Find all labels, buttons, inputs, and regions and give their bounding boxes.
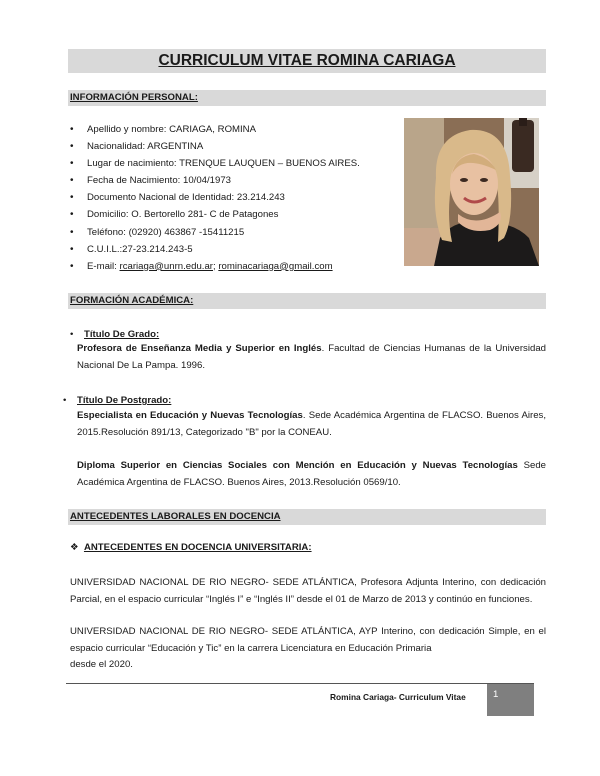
list-item: • C.U.I.L.:27-23.214.243-5 [70,241,400,258]
list-item: • Domicilio: O. Bertorello 281- C de Patagones [70,206,400,223]
footer-divider [66,683,534,684]
docencia-universitaria-heading [70,542,312,553]
postgrado-degree-1: Especialista en Educación y Nuevas Tecnologías [77,410,303,421]
page-number-box [487,684,534,716]
grado-title: Título De Grado: [84,329,160,340]
section-antecedentes-title: ANTECEDENTES LABORALES EN DOCENCIA [70,511,281,522]
email-link-1[interactable]: rcariaga@unrn.edu.ar [119,260,213,272]
section-antecedentes-header [68,509,546,525]
personal-info-list [70,121,400,275]
section-formacion-title: FORMACIÓN ACADÉMICA: [70,295,194,306]
section-personal-title: INFORMACIÓN PERSONAL: [70,92,198,103]
list-item: • Fecha de Nacimiento: 10/04/1973 [70,172,400,189]
grado-heading: • Título De Grado: [70,329,160,340]
profile-photo-image [404,118,539,266]
list-item: • Nacionalidad: ARGENTINA [70,138,400,155]
diamond-bullet-icon: ❖ [70,542,79,553]
section-personal-header [68,90,546,106]
list-item: • Lugar de nacimiento: TRENQUE LAUQUEN – BUENOS AIRES. [70,155,400,172]
profile-photo [404,118,539,266]
section-formacion-header [68,293,546,309]
postgrado-paragraph-2 [77,458,546,492]
postgrado-details-1: . Sede Académica Argentina de FLACSO. Buenos Aires, 2015.Resolución 891/13, Categorizado "B" por la CONEAU. [77,410,546,438]
postgrado-details-2: Sede Académica Argentina de FLACSO. Buenos Aires, 2013.Resolución 0569/10. [77,460,546,488]
page-title: CURRICULUM VITAE ROMINA CARIAGA [158,52,456,69]
list-item: • Documento Nacional de Identidad: 23.214.243 [70,189,400,206]
list-item: • Teléfono: (02920) 463867 -15411215 [70,224,400,241]
email-link-2[interactable]: rominacariaga@gmail.com [218,260,333,272]
list-item-email [70,258,400,275]
grado-paragraph [77,341,546,375]
postgrado-degree-2: Diploma Superior en Ciencias Sociales con Mención en Educación y Nuevas Tecnologías [77,460,518,471]
postgrado-paragraph-1 [77,408,546,442]
docencia-universitaria-title: ANTECEDENTES EN DOCENCIA UNIVERSITARIA: [83,542,312,553]
grado-details: . Facultad de Ciencias Humanas de la Universidad Nacional De La Pampa. 1996. [77,343,546,371]
antecedente-paragraph-2: UNIVERSIDAD NACIONAL DE RIO NEGRO- SEDE ATLÁNTICA, AYP Interino, con dedicación Simple, en el espacio curricular “Educación y Tic” en la carrera Licenciatura en Educación Primaria [70,626,546,654]
antecedente-paragraph-2-end: desde el 2020. [70,659,133,670]
footer-text: Romina Cariaga- Curriculum Vitae [330,692,466,702]
cv-title-bar [68,49,546,73]
list-item: • Apellido y nombre: CARIAGA, ROMINA [70,121,400,138]
postgrado-title: Título De Postgrado: [77,395,172,406]
grado-degree: Profesora de Enseñanza Media y Superior en Inglés [77,343,322,354]
antecedente-paragraph-1: UNIVERSIDAD NACIONAL DE RIO NEGRO- SEDE ATLÁNTICA, Profesora Adjunta Interino, con dedicación Parcial, en el espacio curricular “Inglés I” e “Inglés II” desde el 01 de Marzo de 2013 y continúo en funciones. [70,577,546,605]
email-label: E-mail: [87,260,120,272]
page-number: 1 [493,689,499,700]
email-separator: ; [213,260,219,272]
postgrado-heading: • Título De Postgrado: [63,395,172,406]
